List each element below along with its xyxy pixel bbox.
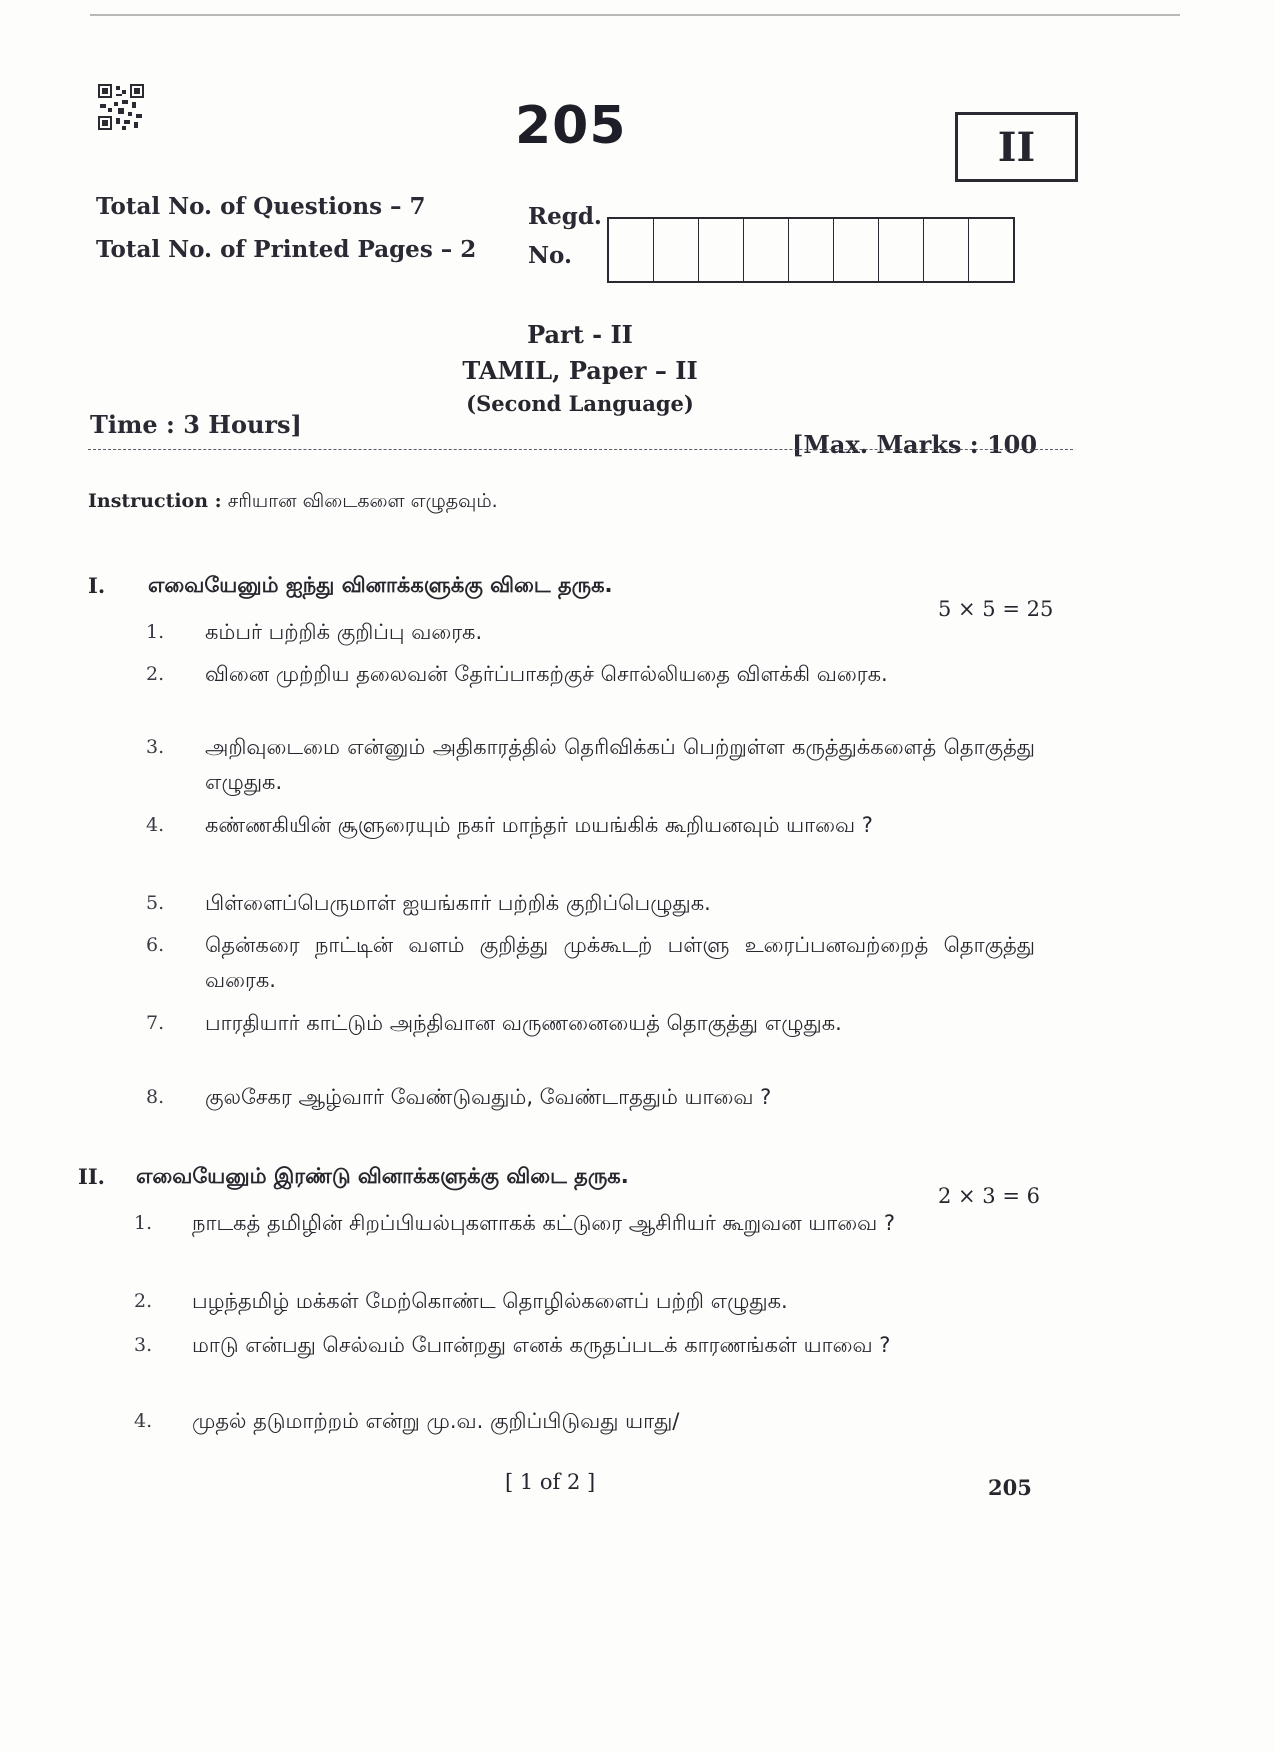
paper-code-heading: 205 bbox=[515, 96, 627, 156]
question-number: 1. bbox=[134, 1212, 153, 1234]
part-badge: II bbox=[955, 112, 1078, 182]
section-1-heading: எவையேனும் ஐந்து வினாக்களுக்கு விடை தருக. bbox=[148, 573, 613, 597]
question-text: அறிவுடைமை என்னும் அதிகாரத்தில் தெரிவிக்கப் பெற்றுள்ள கருத்துக்களைத் தொகுத்து எழுதுக. bbox=[205, 735, 1035, 794]
question-number: 3. bbox=[146, 736, 165, 758]
question-number: 1. bbox=[146, 621, 165, 643]
question-number: 2. bbox=[134, 1290, 153, 1312]
question-text: முதல் தடுமாற்றம் என்று மு.வ. குறிப்பிடுவது யாது/ bbox=[192, 1409, 680, 1433]
section-1-marks: 5 × 5 = 25 bbox=[938, 597, 1054, 621]
regd-digit-box[interactable] bbox=[609, 219, 654, 281]
regd-digit-box[interactable] bbox=[699, 219, 744, 281]
footer-paper-code: 205 bbox=[988, 1475, 1032, 1500]
regd-digit-box[interactable] bbox=[744, 219, 789, 281]
regd-digit-box[interactable] bbox=[834, 219, 879, 281]
total-pages: Total No. of Printed Pages – 2 bbox=[96, 236, 477, 263]
qr-code-icon bbox=[98, 84, 144, 130]
question-number: 8. bbox=[146, 1086, 165, 1108]
question-text: குலசேகர ஆழ்வார் வேண்டுவதும், வேண்டாததும் யாவை ? bbox=[205, 1085, 772, 1109]
question-text: கம்பர் பற்றிக் குறிப்பு வரைக. bbox=[205, 620, 483, 644]
regd-digit-box[interactable] bbox=[969, 219, 1013, 281]
question-text: பழந்தமிழ் மக்கள் மேற்கொண்ட தொழில்களைப் பற்றி எழுதுக. bbox=[192, 1289, 788, 1313]
language-subtitle: (Second Language) bbox=[466, 391, 694, 416]
part-title: Part - II bbox=[527, 320, 633, 349]
question-text: கண்ணகியின் சூளுரையும் நகர் மாந்தர் மயங்கிக் கூறியனவும் யாவை ? bbox=[205, 813, 873, 837]
regd-label: Regd. bbox=[528, 203, 602, 230]
section-2-heading: எவையேனும் இரண்டு வினாக்களுக்கு விடை தருக. bbox=[136, 1164, 629, 1188]
section-1-number: I. bbox=[88, 573, 106, 598]
question-number: 7. bbox=[146, 1012, 165, 1034]
instruction-label: Instruction : bbox=[88, 490, 222, 512]
regd-digit-box[interactable] bbox=[789, 219, 834, 281]
regd-digit-box[interactable] bbox=[924, 219, 969, 281]
time-label: Time : 3 Hours] bbox=[90, 410, 302, 439]
section-2-marks: 2 × 3 = 6 bbox=[938, 1184, 1040, 1208]
total-questions: Total No. of Questions – 7 bbox=[96, 193, 426, 220]
question-text: பாரதியார் காட்டும் அந்திவான வருணனையைத் தொகுத்து எழுதுக. bbox=[205, 1011, 842, 1035]
max-marks-label: [Max. Marks : 100 bbox=[792, 430, 1038, 459]
question-text: தென்கரை நாட்டின் வளம் குறித்து முக்கூடற் பள்ளு உரைப்பனவற்றைத் தொகுத்து வரைக. bbox=[205, 933, 1035, 992]
question-number: 4. bbox=[134, 1410, 153, 1432]
section-2-number: II. bbox=[78, 1164, 105, 1189]
question-number: 6. bbox=[146, 934, 165, 956]
question-number: 2. bbox=[146, 663, 165, 685]
regd-digit-box[interactable] bbox=[654, 219, 699, 281]
question-text: நாடகத் தமிழின் சிறப்பியல்புகளாகக் கட்டுரை ஆசிரியர் கூறுவன யாவை ? bbox=[192, 1211, 896, 1235]
header-divider bbox=[88, 449, 1073, 450]
regd-number-boxes[interactable] bbox=[607, 217, 1015, 283]
regd-digit-box[interactable] bbox=[879, 219, 924, 281]
regd-no-label: No. bbox=[528, 242, 572, 269]
page-indicator: [ 1 of 2 ] bbox=[505, 1470, 596, 1494]
question-text: வினை முற்றிய தலைவன் தேர்ப்பாகற்குச் சொல்லியதை விளக்கி வரைக. bbox=[205, 662, 888, 686]
question-text: பிள்ளைப்பெருமாள் ஐயங்கார் பற்றிக் குறிப்பெழுதுக. bbox=[205, 891, 711, 915]
subject-title: TAMIL, Paper – II bbox=[462, 356, 698, 385]
question-number: 3. bbox=[134, 1334, 153, 1356]
question-text: மாடு என்பது செல்வம் போன்றது எனக் கருதப்படக் காரணங்கள் யாவை ? bbox=[192, 1333, 891, 1357]
top-edge-rule bbox=[90, 14, 1180, 16]
instruction-line bbox=[88, 490, 498, 515]
question-number: 5. bbox=[146, 892, 165, 914]
instruction-text: சரியான விடைகளை எழுதவும். bbox=[227, 490, 498, 512]
question-number: 4. bbox=[146, 814, 165, 836]
